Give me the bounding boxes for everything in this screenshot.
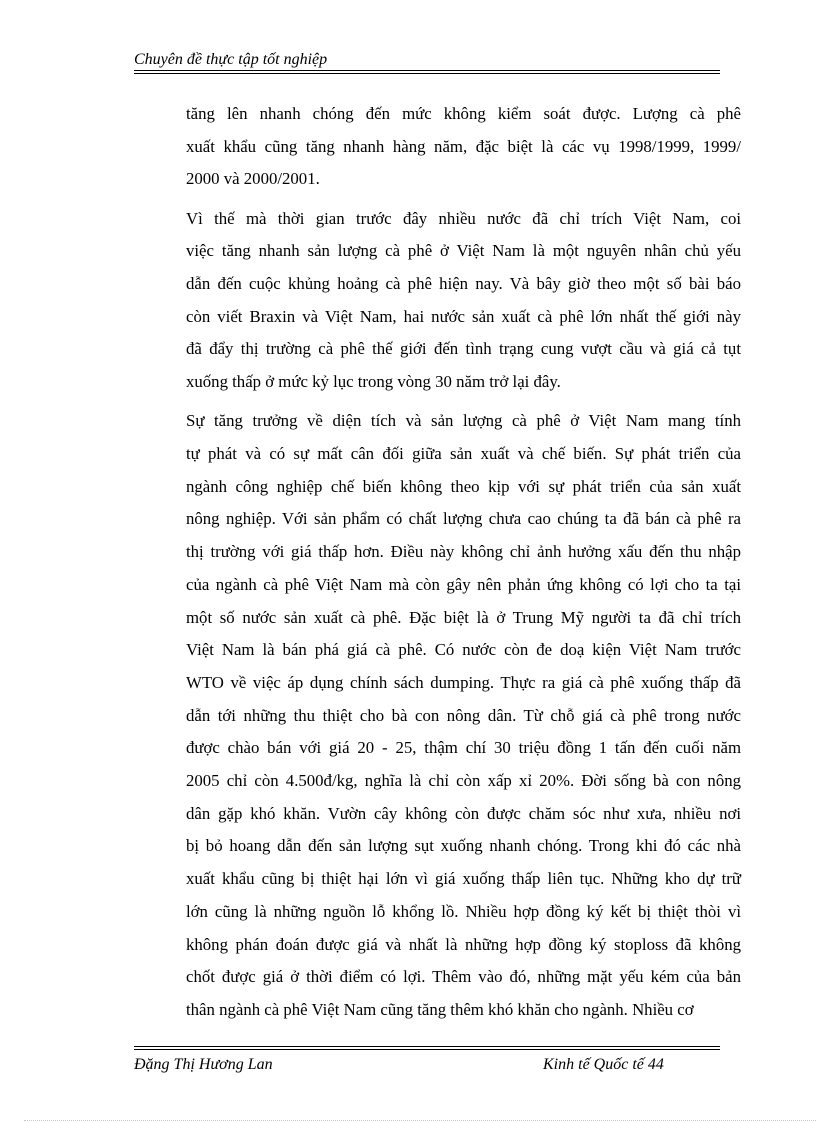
text-line: thị trường với giá thấp hơn. Điều này không chỉ ảnh hưởng xấu đến thu nhập <box>186 542 741 562</box>
text-line: dẫn tới những thu thiệt cho bà con nông dân. Từ chỗ giá cà phê trong nước <box>186 705 741 725</box>
text-line: tăng lên nhanh chóng đến mức không kiểm soát được. Lượng cà phê <box>186 104 741 123</box>
footer-author: Đặng Thị Hương Lan <box>134 1056 273 1073</box>
text-line: bị bỏ hoang dẫn đến sản lượng sụt xuống nhanh chóng. Trong khi đó các nhà <box>186 836 741 856</box>
text-line: tự phát và có sự mất cân đối giữa sản xuất và chế biến. Sự phát triển của <box>186 444 741 464</box>
text-line: dẫn đến cuộc khủng hoảng cà phê hiện nay. Và bây giờ theo một số bài báo <box>186 274 741 294</box>
header-title: Chuyên đề thực tập tốt nghiệp <box>134 51 328 68</box>
text-line: xuất khẩu cũng tăng nhanh hàng năm, đặc biệt là các vụ 1998/1999, 1999/ <box>186 136 741 156</box>
text-line: xuống thấp ở mức kỷ lục trong vòng 30 năm trở lại đây. <box>186 372 561 392</box>
footer-rule-bottom <box>134 1049 720 1050</box>
text-line: việc tăng nhanh sản lượng cà phê ở Việt Nam là một nguyên nhân chủ yếu <box>186 241 741 261</box>
footer-class: Kinh tế Quốc tế 44 <box>543 1056 664 1073</box>
text-line: nông nghiệp. Với sản phẩm có chất lượng chưa cao chúng ta đã bán cà phê ra <box>186 509 741 529</box>
body-text <box>137 98 741 1027</box>
text-line: Sự tăng trưởng về diện tích và sản lượng cà phê ở Việt Nam mang tính <box>186 411 741 431</box>
text-line: Vì thế mà thời gian trước đây nhiều nước đã chỉ trích Việt Nam, coi <box>186 208 741 228</box>
text-line: một số nước sản xuất cà phê. Đặc biệt là ở Trung Mỹ người ta đã chỉ trích <box>186 607 741 627</box>
text-line: không phán đoán được giá và nhất là những hợp đồng ký stoploss đã không <box>186 934 741 954</box>
text-line: 2000 và 2000/2001. <box>186 169 320 189</box>
text-line: dân gặp khó khăn. Vườn cây không còn được chăm sóc như xưa, nhiều nơi <box>186 803 741 823</box>
text-line: còn viết Braxin và Việt Nam, hai nước sản xuất cà phê lớn nhất thế giới này <box>186 306 741 326</box>
text-line: được chào bán với giá 20 - 25, thậm chí 30 triệu đồng 1 tấn đến cuối năm <box>186 738 741 758</box>
paragraph <box>137 98 741 196</box>
text-line: Việt Nam là bán phá giá cà phê. Có nước còn đe doạ kiện Việt Nam trước <box>186 640 741 660</box>
text-line: xuất khẩu cũng bị thiệt hại lớn vì giá xuống thấp liên tục. Những kho dự trữ <box>186 869 741 889</box>
text-line: WTO về việc áp dụng chính sách dumping. Thực ra giá cà phê xuống thấp đã <box>186 672 741 692</box>
page-edge-dotted-line <box>24 1120 816 1121</box>
text-line: lớn cũng là những nguồn lỗ khổng lồ. Nhiều hợp đồng ký kết bị thiệt thòi vì <box>186 901 741 921</box>
footer-rule-top <box>134 1046 720 1047</box>
paragraph <box>137 405 741 1026</box>
text-line: chốt được giá ở thời điểm có lợi. Thêm vào đó, những mặt yếu kém của bản <box>186 967 741 987</box>
text-line: ngành công nghiệp chế biến không theo kịp với sự phát triển của sản xuất <box>186 476 741 496</box>
text-line: của ngành cà phê Việt Nam mà còn gây nên phản ứng không có lợi cho ta tại <box>186 574 741 594</box>
page-header <box>134 50 720 70</box>
text-line: thân ngành cà phê Việt Nam cũng tăng thêm khó khăn cho ngành. Nhiều cơ <box>186 999 694 1019</box>
text-line: đã đẩy thị trường cà phê thế giới đến tình trạng cung vượt cầu và giá cả tụt <box>186 339 741 359</box>
paragraph <box>137 203 741 399</box>
text-line: 2005 chỉ còn 4.500đ/kg, nghĩa là chỉ còn xấp xỉ 20%. Đời sống bà con nông <box>186 771 741 791</box>
header-rule-top <box>134 70 720 71</box>
header-rule-bottom <box>134 73 720 74</box>
